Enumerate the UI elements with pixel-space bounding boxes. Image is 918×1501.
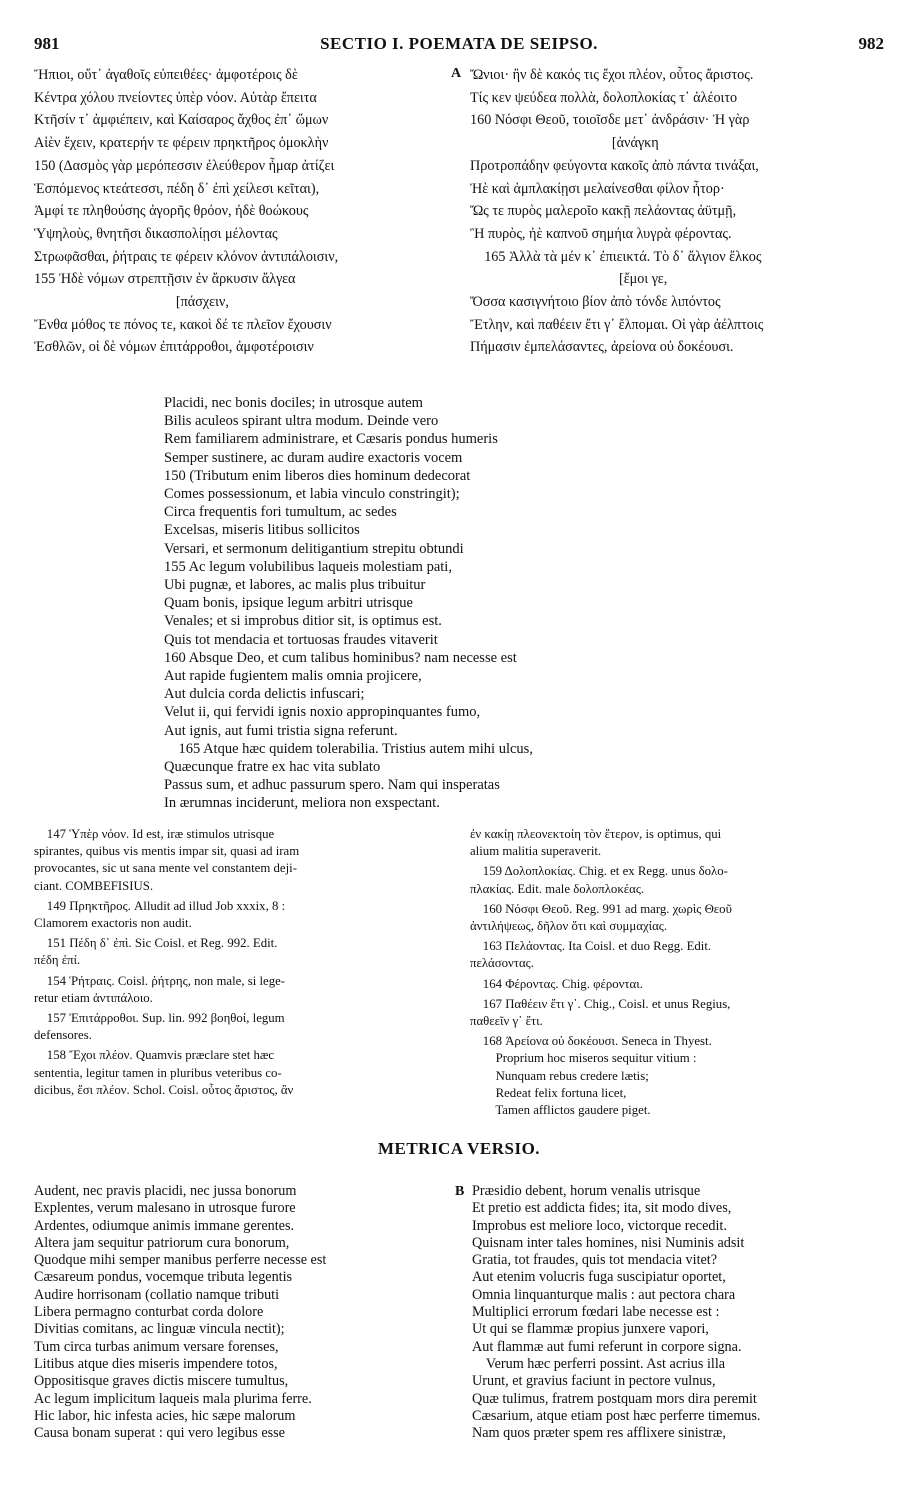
greek-line: Ὑψηλοὺς, θνητῆσι δικασπολίῃσι μέλοντας [34,225,278,242]
latin-line: Passus sum, et adhuc passurum spero. Nam qui insperatas [164,777,500,794]
verse-line: Quisnam inter tales homines, nisi Numinis adsit [472,1234,745,1251]
footnote-line: ciant. COMBEFISIUS. [34,878,154,893]
footnote-line: πελάσοντας. [470,956,534,971]
latin-prose-translation [164,394,724,813]
verse-line: Hic labor, hic infesta acies, hic sæpe malorum [34,1407,296,1424]
verse-line: Multiplici errorum fœdari labe necesse est : [472,1304,720,1321]
footnote-line: ἐν κακίῃ πλεονεκτοίη τὸν ἕτερον, is optimus, qui [470,827,722,841]
footnote [470,863,890,897]
footnote-line: Proprium hoc miseros sequitur vitium : [470,1051,697,1066]
greek-line: Ἀμφί τε πληθούσης ἀγορῆς θρόον, ἠδὲ θοώκους [34,203,309,220]
latin-line: 155 Ac legum volubilibus laqueis molestiam pati, [164,558,452,575]
page-number-right: 982 [858,34,884,53]
running-head [34,34,884,56]
latin-line: Aut ignis, aut fumi tristia signa referunt. [164,722,398,739]
greek-line: Πήμασιν ἐμπελάσαντες, ἀρείονα οὐ δοκέουσι. [470,339,734,356]
greek-line: 160 Νόσφι Θεοῦ, τοιοῖσδε μετ᾽ ἀνδράσιν· Ἠ γὰρ [470,112,750,129]
greek-line: Ἑσπόμενος κτεάτεσσι, πέδη δ᾽ ἐπὶ χείλεσι κεῖται), [34,180,320,197]
latin-line: Ubi pugnæ, et labores, ac malis plus tribuitur [164,577,426,594]
latin-line: Aut rapide fugientem malis omnia projicere, [164,668,422,685]
greek-line: Προτροπάδην φεύγοντα κακοῖς ἀπὸ πάντα τινάξαι, [470,157,759,174]
footnote-line: παθεεῖν γ᾽ ἔτι. [470,1014,543,1029]
greek-line: Ἔνθα μόθος τε πόνος τε, κακοὶ δέ τε πλεῖον ἔχουσιν [34,316,332,333]
footnote [470,976,890,993]
verse-line: Cæsareum pondus, vocemque tributa legentis [34,1269,293,1286]
greek-line: Ἤπιοι, οὔτ᾽ ἀγαθοῖς εὐπειθέες· ἀμφοτέροις δὲ [34,67,298,83]
footnote-line: Nunquam rebus credere lætis; [470,1068,649,1083]
footnote-line: 159 Δολοπλοκίας. Chig. et ex Regg. unus δολο- [470,864,728,879]
verse-line: Aut flammæ aut fumi referunt in corpore signa. [472,1338,742,1355]
greek-line: Κέντρα χόλου πνείοντες ὑπὲρ νόον. Αὐτὰρ ἔπειτα [34,89,317,106]
greek-line: 155 Ἠδὲ νόμων στρεπτῇσιν ἐν ἄρκυσιν ἄλγεα [34,271,296,288]
latin-line: 160 Absque Deo, et cum talibus hominibus? nam necesse est [164,649,517,666]
footnote-line: πέδη ἐπί. [34,953,81,968]
verse-line: Audent, nec pravis placidi, nec jussa bonorum [34,1183,297,1199]
footnote [34,935,454,969]
notes-left [34,826,454,1102]
greek-line: Ὅσσα κασιγνήτοιο βίον ἀπὸ τόνδε λιπόντος [470,294,721,311]
verse-line: Litibus atque dies miseris impendere totos, [34,1355,278,1372]
greek-line: Ἠὲ καὶ ἀμπλακίῃσι μελαίνεσθαι φίλον ἦτορ· [470,180,725,197]
footnote [470,826,890,860]
verse-line: Gratia, tot fraudes, quis tot mendacia vitet? [472,1252,718,1269]
column-marker-a: A [451,66,462,81]
footnote-line: 158 Ἔχοι πλέον. Quamvis præclare stet hæc [34,1048,275,1063]
footnote-line: 163 Πελάοντας. Ita Coisl. et duo Regg. Edit. [470,939,712,954]
verse-line: Altera jam sequitur patriorum cura bonorum, [34,1234,290,1251]
verse-line: Oppositisque graves dictis miscere tumultus, [34,1373,289,1390]
footnote-line: 167 Παθέειν ἔτι γ᾽. Chig., Coisl. et unus Regius, [470,996,731,1011]
greek-line: Ἐσθλῶν, οἱ δὲ νόμων ἐπιτάρροθοι, ἀμφοτέροισιν [34,339,314,356]
footnote-line: 154 Ῥήτραις. Coisl. ῥήτρης, non male, si lege- [34,973,286,988]
latin-line: 165 Atque hæc quidem tolerabilia. Tristius autem mihi ulcus, [164,740,533,757]
latin-line: Comes possessionum, et labia vinculo constringit); [164,486,460,503]
footnote-line: 147 Ὑπὲρ νόον. Id est, iræ stimulos utrisque [34,827,275,841]
notes-right [470,826,890,1122]
verse-line: Causa bonam superat : qui vero legibus esse [34,1425,285,1442]
greek-line: Ἔτλην, καὶ παθέειν ἔτι γ᾽ ἔλπομαι. Οἱ γὰρ ἀέλπτοις [470,316,764,333]
greek-line: [ἔμοι γε, [470,271,668,288]
footnote-line: retur etiam ἀντιπάλοιο. [34,990,153,1005]
greek-line: Ὥς τε πυρὸς μαλεροῖο κακῇ πελάοντας ἀϋτμῇ, [470,203,737,220]
footnote [34,1010,454,1044]
footnote [470,938,890,972]
footnote-line: Redeat felix fortuna licet, [470,1085,627,1100]
footnote-line: spirantes, quibus vis mentis impar sit, quasi ad iram [34,844,300,859]
latin-line: Semper sustinere, ac duram audire exactoris vocem [164,449,463,466]
latin-line: Excelsas, miseris litibus sollicitos [164,522,360,539]
verse-line: Explentes, verum malesano in utrosque furore [34,1200,296,1217]
greek-line: Ἢ πυρὸς, ἠὲ καπνοῦ σημήια λυγρὰ φέροντας. [470,225,732,242]
verse-line: Ac legum implicitum laqueis mala plurima ferre. [34,1390,312,1407]
verse-line: Urunt, et gravius faciunt in pectore vulnus, [472,1373,716,1390]
footnote-line: alium malitia superaverit. [470,844,602,859]
greek-line: Αἰὲν ἔχειν, κρατερήν τε φέρειν πρηκτῆρος ὁμοκλὴν [34,135,329,152]
greek-line: 150 (Δασμὸς γὰρ μερόπεσσιν ἐλεύθερον ἦμαρ ἀτίζει [34,157,335,174]
footnote-line: 157 Ἐπιτάρροθοι. Sup. lin. 992 βοηθοί, legum [34,1011,285,1026]
metrica-versio-right [472,1183,892,1442]
verse-line: Et pretio est addicta fides; ita, sit modo dives, [472,1200,732,1217]
footnote [34,1047,454,1099]
footnote [34,898,454,932]
greek-text-right [470,64,890,359]
verse-line: Aut etenim volucris fuga suscipiatur oportet, [472,1269,726,1286]
footnote [34,973,454,1007]
latin-line: Aut dulcia corda delictis infuscari; [164,686,365,703]
metrica-versio-left [34,1183,454,1442]
footnote [470,901,890,935]
verse-line: Ardentes, odiumque animis immane gerentes. [34,1217,295,1234]
verse-line: Audire horrisonam (collatio namque tributi [34,1286,280,1303]
section-title: METRICA VERSIO. [377,1139,541,1158]
verse-line: Quæ tulimus, fratrem postquam mors dira peremit [472,1390,757,1407]
latin-line: In ærumnas inciderunt, meliora non exspectant. [164,795,440,812]
greek-line: Στρωφᾶσθαι, ῥήτραις τε φέρειν κλόνον ἀντιπάλοισιν, [34,248,339,265]
latin-line: Placidi, nec bonis dociles; in utrosque autem [164,395,423,411]
footnote [470,1033,890,1119]
latin-line: Quis tot mendacia et tortuosas fraudes vitaverit [164,631,438,648]
footnote-line: 149 Πρηκτῆρος. Alludit ad illud Job xxxix, 8 : [34,898,286,913]
verse-line: Nam quos præter spem res afflixere sinistræ, [472,1425,726,1442]
verse-line: Tum circa turbas animum versare forenses, [34,1338,279,1355]
footnote-line: ἀντιλήψεως, δῆλον ὅτι καὶ συμμαχίας. [470,919,668,934]
latin-line: Circa frequentis fori tumultum, ac sedes [164,504,397,521]
latin-line: Rem familiarem administrare, et Cæsaris pondus humeris [164,431,498,448]
greek-line: Ὤνιοι· ἢν δὲ κακός τις ἔχοι πλέον, οὗτος ἄριστος. [470,67,754,83]
footnote-line: πλακίας. Edit. male δολοπλοκέας. [470,881,645,896]
page-number-left: 981 [34,34,60,53]
latin-line: 150 (Tributum enim liberos dies hominum dedecorat [164,467,471,484]
footnote-line: Clamorem exactoris non audit. [34,916,192,931]
latin-line: Bilis aculeos spirant ultra modum. Deinde vero [164,413,439,430]
footnote-line: 164 Φέροντας. Chig. φέρονται. [470,976,643,991]
greek-line: Κτῆσίν τ᾽ ἀμφιέπειν, καὶ Καίσαρος ἄχθος ἐπ᾽ ὤμων [34,112,329,129]
footnote-line: Tamen afflictos gaudere piget. [470,1103,651,1118]
latin-line: Quam bonis, ipsique legum arbitri utrisque [164,595,413,612]
verse-line: Quodque mihi semper manibus perferre necesse est [34,1252,327,1269]
latin-line: Versari, et sermonum delitigantium strepitu obtundi [164,540,464,557]
footnote [34,826,454,895]
greek-line: [πάσχειν, [34,294,229,311]
verse-line: Præsidio debent, horum venalis utrisque [472,1183,701,1199]
footnote-line: 160 Νόσφι Θεοῦ. Reg. 991 ad marg. χωρὶς Θεοῦ [470,901,732,916]
footnote-line: dicibus, ἔσι πλέον. Schol. Coisl. οὗτος ἄριστος, ἂν [34,1082,294,1097]
verse-line: Omnia linquanturque malis : aut pectora chara [472,1286,736,1303]
greek-line: [ἀνάγκη [470,135,659,152]
running-title: SECTIO I. POEMATA DE SEIPSO. [320,34,598,53]
latin-line: Velut ii, qui fervidi ignis noxio appropinquantes fumo, [164,704,481,721]
verse-line: Cæsarium, atque etiam post hæc perferre timemus. [472,1407,761,1424]
latin-line: Quæcunque fratre ex hac vita sublato [164,759,381,776]
greek-text-left [34,64,454,359]
verse-line: Libera permagno conturbat corda dolore [34,1304,264,1321]
footnote-line: provocantes, sic ut sana mente vel constantem deji- [34,861,297,876]
verse-line: Verum hæc perferri possint. Ast acrius illa [472,1355,726,1372]
footnote [470,996,890,1030]
verse-line: Divitias comitans, ac linguæ vincula nectit); [34,1321,285,1338]
footnote-line: sententia, legitur tamen in pluribus veteribus co- [34,1065,282,1080]
column-marker-b: B [455,1184,465,1199]
footnote-line: 151 Πέδη δ᾽ ἐπὶ. Sic Coisl. et Reg. 992. Edit. [34,936,278,951]
verse-line: Ut qui se flammæ propius junxere vapori, [472,1321,709,1338]
footnote-line: 168 Ἀρείονα οὐ δοκέουσι. Seneca in Thyest. [470,1034,712,1049]
greek-line: Τίς κεν ψεύδεα πολλὰ, δολοπλοκίας τ᾽ ἀλέοιτο [470,89,738,106]
footnote-line: defensores. [34,1028,92,1043]
greek-line: 165 Ἀλλὰ τὰ μέν κ᾽ ἐπιεικτά. Τὸ δ᾽ ἄλγιον ἕλκος [470,248,762,265]
verse-line: Improbus est meliore loco, victorque recedit. [472,1217,727,1234]
latin-line: Venales; et si improbus ditior sit, is optimus est. [164,613,442,630]
